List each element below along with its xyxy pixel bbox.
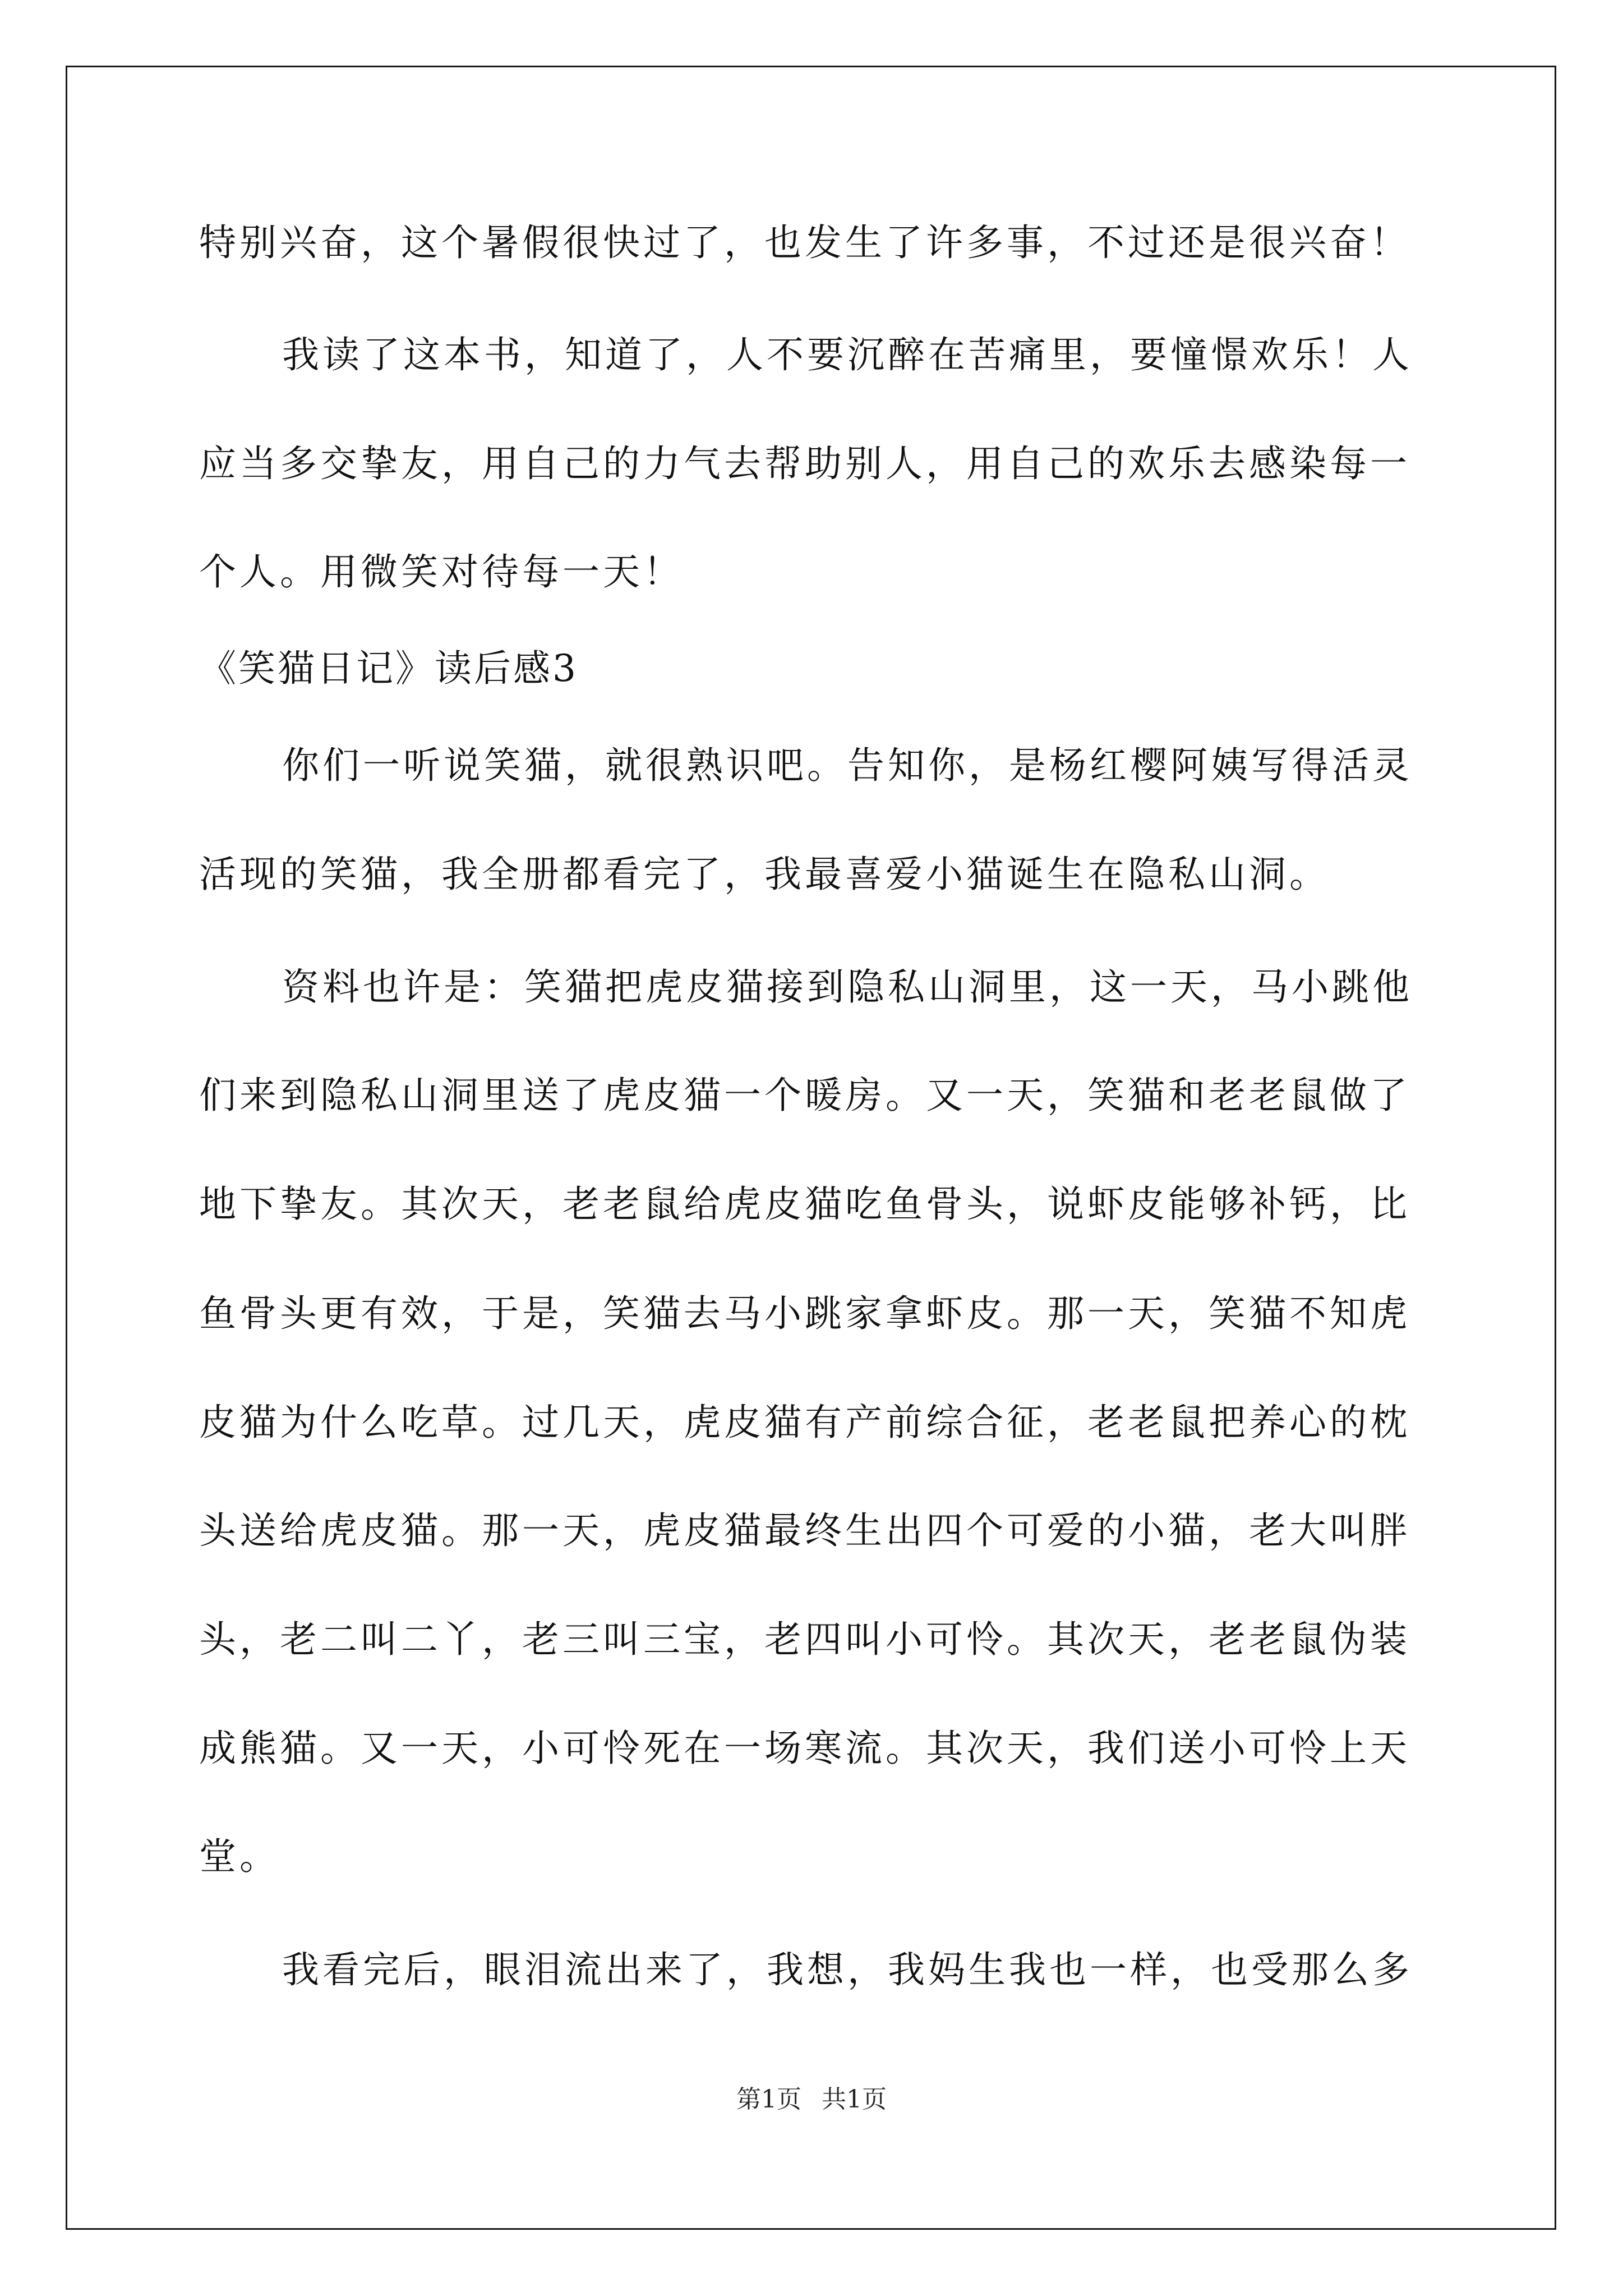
paragraph-first-line: 我读了这本书，知道了，人不要沉醉在苦痛里，要憧憬欢乐！人 — [282, 333, 1413, 376]
text-line: 堂。 — [199, 1835, 280, 1878]
paragraph-first-line: 你们一听说笑猫，就很熟识吧。告知你，是杨红樱阿姨写得活灵 — [282, 744, 1413, 787]
text-line: 个人。用微笑对待每一天！ — [199, 550, 684, 593]
text-line: 头，老二叫二丫，老三叫三宝，老四叫小可怜。其次天，老老鼠伪装 — [199, 1618, 1410, 1661]
text-line: 成熊猫。又一天，小可怜死在一场寒流。其次天，我们送小可怜上天 — [199, 1727, 1410, 1770]
text-line: 皮猫为什么吃草。过几天，虎皮猫有产前综合征，老老鼠把养心的枕 — [199, 1401, 1410, 1444]
paragraph-first-line: 资料也许是：笑猫把虎皮猫接到隐私山洞里，这一天，马小跳他 — [282, 965, 1413, 1009]
text-line: 头送给虎皮猫。那一天，虎皮猫最终生出四个可爱的小猫，老大叫胖 — [199, 1509, 1410, 1552]
text-line: 鱼骨头更有效，于是，笑猫去马小跳家拿虾皮。那一天，笑猫不知虎 — [199, 1292, 1410, 1335]
text-line: 们来到隐私山洞里送了虎皮猫一个暖房。又一天，笑猫和老老鼠做了 — [199, 1074, 1410, 1117]
text-line: 特别兴奋，这个暑假很快过了，也发生了许多事，不过还是很兴奋！ — [199, 221, 1410, 264]
text-line: 地下挚友。其次天，老老鼠给虎皮猫吃鱼骨头，说虾皮能够补钙，比 — [199, 1182, 1410, 1226]
paragraph-first-line: 我看完后，眼泪流出来了，我想，我妈生我也一样，也受那么多 — [282, 1948, 1413, 1991]
page-total: 共1页 — [822, 2085, 887, 2114]
section-heading: 《笑猫日记》读后感3 — [199, 647, 578, 690]
page-footer — [0, 2084, 1623, 2115]
page-border — [66, 66, 1556, 2230]
text-line: 活现的笑猫，我全册都看完了，我最喜爱小猫诞生在隐私山洞。 — [199, 853, 1330, 896]
text-line: 应当多交挚友，用自己的力气去帮助别人，用自己的欢乐去感染每一 — [199, 442, 1410, 485]
page-number: 第1页 — [736, 2085, 801, 2114]
